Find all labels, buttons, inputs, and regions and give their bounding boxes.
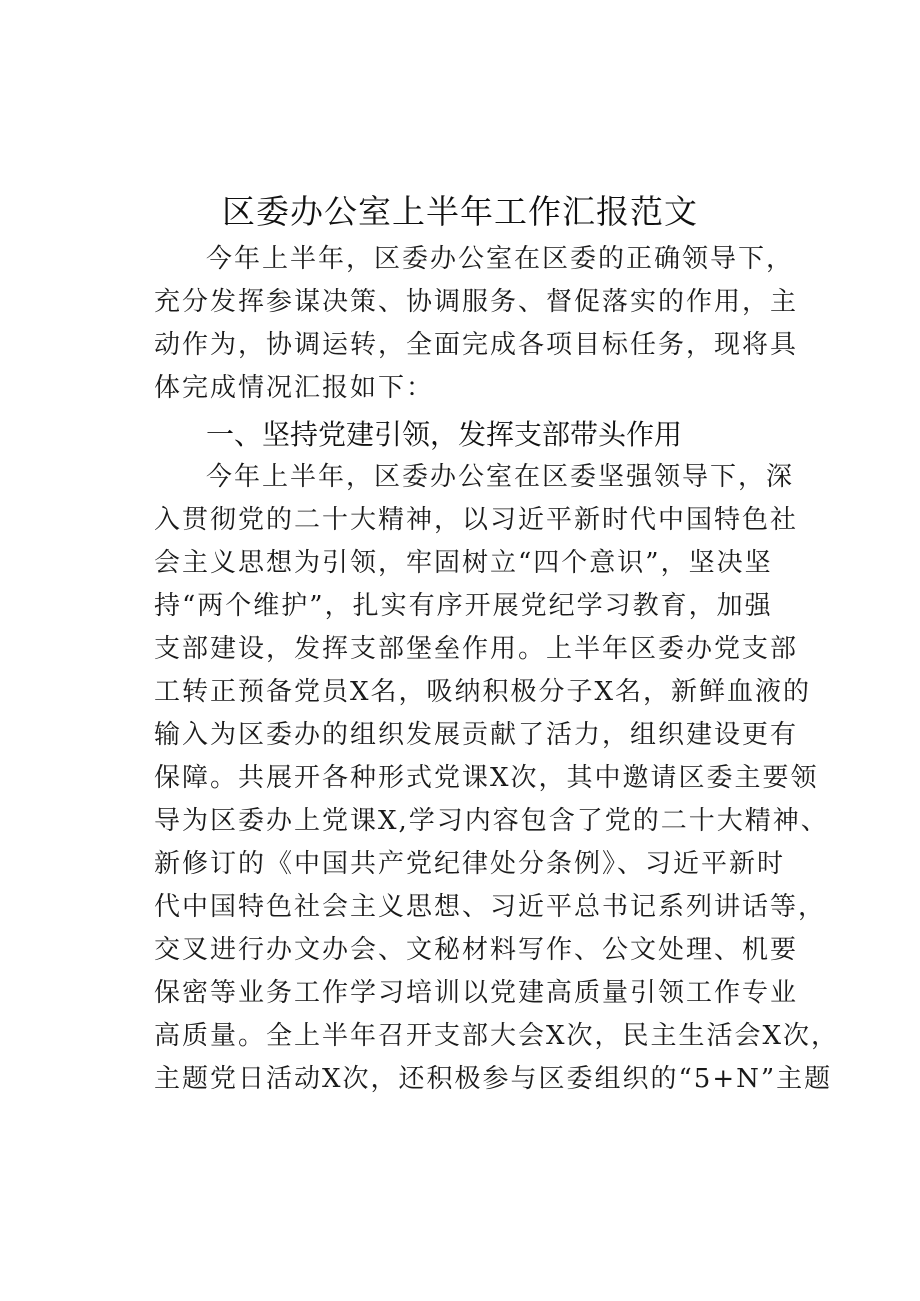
- paragraph-line: 导为区委办上党课X,学习内容包含了党的二十大精神、: [154, 806, 829, 836]
- section-heading: 一、坚持党建引领，发挥支部带头作用: [206, 418, 683, 451]
- paragraph-line: 保密等业务工作学习培训以党建高质量引领工作专业: [154, 978, 799, 1008]
- paragraph-line: 代中国特色社会主义思想、习近平总书记系列讲话等，: [154, 892, 827, 922]
- paragraph-line: 今年上半年，区委办公室在区委坚强领导下，深: [206, 462, 795, 492]
- document-title: 区委办公室上半年工作汇报范文: [222, 192, 698, 231]
- paragraph-line: 输入为区委办的组织发展贡献了活力，组织建设更有: [154, 720, 799, 750]
- paragraph-line: 持“两个维护”，扎实有序开展党纪学习教育，加强: [154, 591, 773, 621]
- paragraph-line: 体完成情况汇报如下：: [154, 373, 435, 403]
- paragraph-line: 新修订的《中国共产党纪律处分条例》、习近平新时: [154, 849, 786, 879]
- paragraph-line: 工转正预备党员X名，吸纳积极分子X名，新鲜血液的: [154, 677, 812, 707]
- paragraph-line: 交叉进行办文办会、文秘材料写作、公文处理、机要: [154, 935, 799, 965]
- paragraph-line: 支部建设，发挥支部堡垒作用。上半年区委办党支部: [154, 634, 799, 664]
- section-paragraph: [154, 456, 840, 1101]
- paragraph-line: 动作为，协调运转，全面完成各项目标任务，现将具: [154, 330, 799, 360]
- paragraph-line: 今年上半年，区委办公室在区委的正确领导下，: [206, 244, 795, 274]
- intro-paragraph: [154, 238, 799, 410]
- paragraph-line: 会主义思想为引领，牢固树立“四个意识”，坚决坚: [154, 548, 773, 578]
- paragraph-line: 充分发挥参谋决策、协调服务、督促落实的作用，主: [154, 287, 799, 317]
- paragraph-line: 入贯彻党的二十大精神，以习近平新时代中国特色社: [154, 505, 799, 535]
- paragraph-line: 高质量。全上半年召开支部大会X次，民主生活会X次，: [154, 1021, 840, 1051]
- paragraph-line: 保障。共展开各种形式党课X次，其中邀请区委主要领: [154, 763, 819, 793]
- paragraph-line: 主题党日活动X次，还积极参与区委组织的“5+N”主题: [154, 1064, 833, 1094]
